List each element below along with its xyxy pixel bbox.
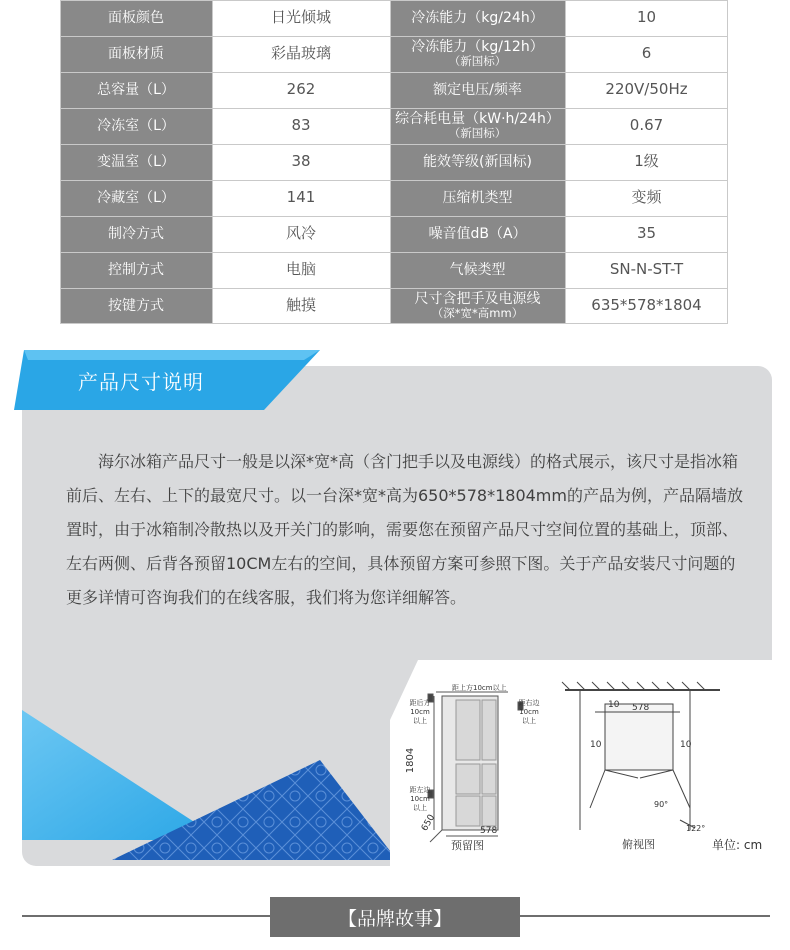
spec-label-text: 面板颜色 [108,9,164,26]
spec-label-text: 噪音值dB（A） [428,225,527,242]
table-col-divider [60,0,61,324]
spec-label-text: 尺寸含把手及电源线 [414,291,541,308]
spec-label [390,180,565,216]
decorative-shapes [22,705,402,875]
spec-label-text: 面板材质 [108,45,164,62]
diagram-depth-label: 650 [419,813,438,833]
spec-value [212,216,390,252]
spec-value-text: 6 [641,44,652,63]
table-row-divider [60,252,728,253]
spec-label-text: 综合耗电量（kW·h/24h） [395,111,560,128]
spec-value [565,0,728,36]
spec-label-text: 按键方式 [108,297,164,314]
spec-value-text: 262 [286,80,316,99]
spec-label-text: 额定电压/频率 [433,81,522,98]
spec-label-text: 冷冻室（L） [97,117,175,134]
spec-label [60,180,212,216]
spec-label-text: 总容量（L） [97,81,175,98]
table-row-divider [60,108,728,109]
spec-value [565,216,728,252]
spec-value [212,252,390,288]
table-row-divider [60,72,728,73]
brand-story-heading: 【品牌故事】 [270,897,520,937]
spec-value-text: 83 [291,116,311,135]
table-row-divider [60,216,728,217]
spec-label [390,144,565,180]
spec-value-text: 电脑 [285,260,316,279]
spec-value-text: 10 [636,8,657,27]
table-col-divider [390,0,391,324]
table-row-divider [60,180,728,181]
dimension-paragraph: 海尔冰箱产品尺寸一般是以深*宽*高（含门把手以及电源线）的格式展示，该尺寸是指冰箱前后、左右、上下的最宽尺寸。以一台深*宽*高为650*578*1804mm的产品为例，产品隔墙放置时，由于冰箱制冷散热以及开关门的影响，需要您在预留产品尺寸空间位置的基础上，顶部、左右两侧、后背各预留10CM左右的空间，具体预留方案可参照下图。关于产品安装尺寸问题的更多详情可咨询我们的在线客服，我们将为您详细解答。 [66,452,743,607]
diagram-unit: 单位: cm [712,838,763,852]
spec-label [60,144,212,180]
table-col-divider [727,0,728,324]
spec-table [60,0,728,324]
spec-value [565,180,728,216]
spec-label [60,36,212,72]
spec-label-subtext: （新国标） [448,54,507,69]
spec-value [212,108,390,144]
diagram-caption-right: 俯视图 [622,838,655,851]
table-col-divider [212,0,213,324]
spec-value-text: 1级 [634,152,659,171]
spec-value-text: 变频 [631,188,662,207]
spec-value-text: 35 [636,224,657,243]
spec-value-text: 220V/50Hz [605,80,688,99]
spec-label [60,72,212,108]
spec-label [390,252,565,288]
diagram-right-note: 距右边 10cm 以上 [518,699,540,725]
spec-label-text: 冷冻能力（kg/12h） [411,39,544,56]
spec-label [60,216,212,252]
spec-label-text: 冷冻能力（kg/24h） [411,9,544,26]
spec-label-text: 变温室（L） [97,153,175,170]
topview-angle-left: 90° [654,800,669,809]
spec-label-subtext: （深*宽*高mm） [431,306,524,321]
section-title: 产品尺寸说明 [78,370,204,394]
table-row-divider [60,0,728,1]
topview-width-label: 578 [632,703,650,713]
diagram-back-note: 距后方 10cm 以上 [409,699,431,725]
table-row-divider [60,323,728,324]
spec-value [565,108,728,144]
spec-label [390,0,565,36]
spec-value [565,252,728,288]
spec-label-text: 冷藏室（L） [97,189,175,206]
diagram-width-label: 578 [480,826,498,836]
spec-value-text: 0.67 [629,116,664,135]
diagram-top-note: 距上方10cm以上 [452,684,507,692]
table-col-divider [565,0,566,324]
topview-gap-left: 10 [590,740,602,750]
spec-value [212,36,390,72]
spec-label [390,72,565,108]
diagram-caption-left: 预留图 [451,839,484,852]
topview-gap-right: 10 [680,740,692,750]
spec-label [390,36,565,72]
spec-label-text: 控制方式 [108,261,164,278]
spec-value [212,288,390,324]
spec-label [60,0,212,36]
spec-label [390,108,565,144]
topview-gap-top: 10 [608,700,620,710]
spec-value-text: 风冷 [285,224,316,243]
spec-label [60,252,212,288]
divider-right [520,915,770,917]
spec-value-text: 38 [291,152,311,171]
spec-value [565,144,728,180]
diagram-height-label: 1804 [405,747,417,774]
table-row-divider [60,36,728,37]
divider-left [22,915,270,917]
topview-angle-right: 122° [686,824,706,833]
spec-value-text: 635*578*1804 [591,296,702,315]
spec-value-text: 触摸 [285,296,316,315]
spec-value-text: 141 [286,188,316,207]
spec-label-text: 制冷方式 [108,225,164,242]
spec-label-text: 能效等级(新国标) [423,153,532,170]
spec-label-text: 压缩机类型 [442,189,513,206]
spec-label-text: 气候类型 [449,261,506,278]
spec-value-text: 日光倾城 [270,8,331,27]
spec-value [212,72,390,108]
spec-value [565,288,728,324]
spec-label [390,216,565,252]
spec-label [60,288,212,324]
spec-value [212,0,390,36]
table-row-divider [60,144,728,145]
spec-value-text: 彩晶玻璃 [270,44,331,63]
spec-value [212,180,390,216]
spec-value [565,36,728,72]
table-row-divider [60,288,728,289]
spec-value-text: SN-N-ST-T [609,260,684,279]
spec-label [60,108,212,144]
spec-label [390,288,565,324]
spec-value [565,72,728,108]
spec-value [212,144,390,180]
diagram-left-note: 距左边 10cm 以上 [409,786,431,812]
spec-label-subtext: （新国标） [448,126,507,141]
